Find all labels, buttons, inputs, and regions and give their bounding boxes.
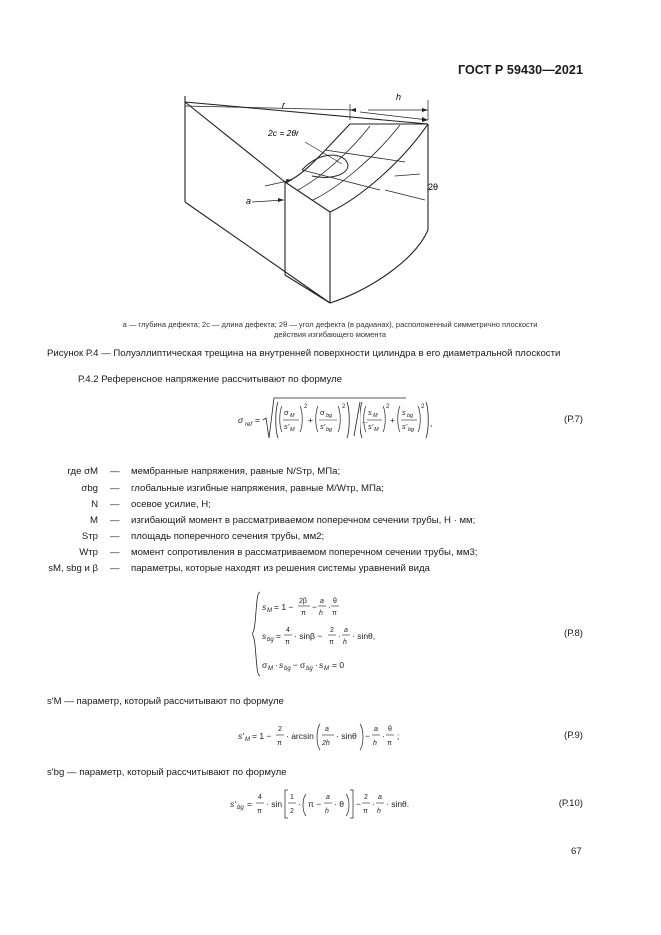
svg-text:·: · — [275, 660, 278, 670]
legend-symbol-w-tr: Wтр — [79, 547, 98, 558]
legend-symbol-m: M — [90, 515, 98, 526]
legend-dash: — — [110, 499, 120, 510]
svg-text:π −: π − — [308, 799, 322, 809]
svg-text:−: − — [365, 731, 370, 741]
svg-text:bg: bg — [284, 666, 291, 672]
document-standard-header: ГОСТ Р 59430—2021 — [457, 63, 583, 77]
equation-number-p8: (Р.8) — [564, 628, 583, 639]
svg-text:2: 2 — [290, 808, 294, 815]
figure-caption-line-2: действия изгибающего момента — [273, 330, 387, 339]
svg-text:· arcsin: · arcsin — [286, 731, 314, 741]
label-a: a — [246, 196, 252, 206]
page-number: 67 — [571, 846, 582, 857]
param-sm-prime-text: s'M — параметр, который рассчитывают по формуле — [47, 696, 284, 707]
svg-text:s': s' — [284, 422, 290, 431]
svg-text:bg: bg — [408, 427, 415, 433]
svg-text:h: h — [319, 610, 323, 617]
svg-text:s: s — [262, 631, 267, 641]
svg-text:M: M — [268, 666, 273, 672]
svg-text:s': s' — [402, 422, 408, 431]
svg-text:2: 2 — [364, 794, 368, 801]
svg-text:2h: 2h — [322, 740, 330, 747]
svg-text:·: · — [315, 660, 318, 670]
svg-text:σ: σ — [320, 408, 325, 417]
svg-text:s': s' — [238, 731, 244, 741]
equation-p10-tail — [362, 786, 422, 822]
svg-text:·: · — [298, 799, 301, 809]
svg-text:= 0: = 0 — [332, 660, 345, 670]
svg-text:+: + — [308, 415, 313, 425]
svg-text:a: a — [344, 627, 348, 634]
legend-dash: — — [110, 563, 120, 574]
svg-text:M: M — [324, 666, 329, 672]
svg-text:s': s' — [320, 422, 326, 431]
legend-dash: — — [110, 531, 120, 542]
legend-text-m: изгибающий момент в рассматриваемом поперечном сечении трубы, Н · мм; — [131, 515, 476, 526]
equation-system-p8 — [252, 590, 392, 678]
svg-text:a: a — [325, 726, 329, 733]
svg-text:2: 2 — [386, 404, 390, 410]
svg-text:h: h — [373, 740, 377, 747]
svg-text:π: π — [332, 610, 337, 617]
legend-text-s-tr: площадь поперечного сечения трубы, мм2; — [131, 531, 325, 542]
svg-text:M: M — [373, 413, 378, 419]
figure-title: Рисунок Р.4 — Полуэллиптическая трещина на внутренней поверхности цилиндра в его диаметральной плоскости — [47, 348, 561, 359]
svg-text:M: M — [290, 427, 295, 433]
svg-text:· sinβ −: · sinβ − — [294, 631, 323, 641]
legend-text-sigma-bg: глобальные изгибные напряжения, равные M/Wтр, МПа; — [131, 483, 384, 494]
svg-text:π: π — [277, 740, 282, 747]
equation-p7-denominator — [360, 398, 440, 442]
svg-text:s: s — [368, 408, 372, 417]
svg-text:M: M — [374, 427, 379, 433]
svg-text:1: 1 — [290, 794, 294, 801]
svg-text:· sinθ,: · sinθ, — [352, 631, 376, 641]
svg-text:bg: bg — [237, 805, 244, 811]
svg-text:bg: bg — [306, 666, 313, 672]
equation-number-p9: (Р.9) — [564, 730, 583, 741]
legend-symbol-params: sM, sbg и β — [48, 563, 98, 574]
svg-text:θ: θ — [388, 726, 392, 733]
svg-text:π: π — [285, 639, 290, 646]
svg-text:a: a — [326, 794, 330, 801]
svg-text:,: , — [430, 418, 433, 428]
crack-cylinder-figure — [180, 90, 450, 315]
svg-text:σ: σ — [284, 408, 289, 417]
svg-text:−: − — [356, 799, 361, 809]
section-p42: Р.4.2 Референсное напряжение рассчитывают по формуле — [78, 374, 343, 385]
legend-text-params: параметры, которые находят из решения системы уравнений вида — [131, 563, 430, 574]
svg-text:· sin: · sin — [266, 799, 283, 809]
svg-text:a: a — [320, 598, 324, 605]
svg-text:M: M — [290, 413, 295, 419]
svg-text:2: 2 — [330, 627, 334, 634]
legend-text-n: осевое усилие, Н; — [131, 499, 211, 510]
svg-text:=: = — [247, 799, 252, 809]
svg-text:...: ... — [362, 418, 368, 425]
label-2c: 2c = 2θr — [268, 128, 299, 138]
svg-text:·: · — [372, 799, 375, 809]
svg-text:−: − — [293, 660, 298, 670]
svg-text:π: π — [363, 808, 368, 815]
legend-dash: — — [110, 547, 120, 558]
legend-symbol-n: N — [91, 499, 98, 510]
legend-dash: — — [110, 515, 120, 526]
equation-number-p10: (Р.10) — [558, 798, 583, 809]
label-h: h — [396, 92, 402, 102]
legend-text-sigma-m: мембранные напряжения, равные N/Sтр, МПа; — [131, 466, 341, 477]
svg-text:ref: ref — [245, 422, 253, 428]
svg-text:·: · — [338, 631, 341, 641]
svg-text:= 1 −: = 1 − — [252, 731, 272, 741]
svg-text:σ: σ — [238, 415, 244, 425]
svg-text:s: s — [319, 660, 324, 670]
legend-symbol-sigma-m: где σM — [67, 466, 98, 477]
svg-text:M: M — [245, 737, 250, 743]
svg-text:h: h — [377, 808, 381, 815]
svg-text:2: 2 — [342, 404, 346, 410]
svg-text:h: h — [325, 808, 329, 815]
svg-text:bg: bg — [326, 427, 333, 433]
svg-text:a: a — [378, 794, 382, 801]
svg-text:bg: bg — [326, 413, 333, 419]
svg-text:bg: bg — [267, 637, 274, 643]
svg-text:· θ: · θ — [334, 799, 344, 809]
legend-dash: — — [110, 483, 120, 494]
legend-symbol-sigma-bg: σbg — [81, 483, 98, 494]
legend-text-w-tr: момент сопротивления в рассматриваемом поперечном сечении трубы, мм3; — [131, 547, 478, 558]
svg-text:=: = — [255, 415, 260, 425]
svg-text:s: s — [402, 408, 406, 417]
svg-text:a: a — [374, 726, 378, 733]
svg-text:2β: 2β — [299, 598, 307, 605]
legend-symbol-s-tr: Sтр — [81, 531, 98, 542]
svg-text:π: π — [329, 639, 334, 646]
svg-text:bg: bg — [407, 413, 414, 419]
legend-dash: — — [110, 466, 120, 477]
svg-text:· sinθ.: · sinθ. — [386, 799, 410, 809]
svg-text:σ: σ — [262, 660, 268, 670]
label-2theta: 2θ — [428, 182, 439, 192]
svg-text:4: 4 — [258, 794, 262, 801]
svg-text:s': s' — [368, 422, 374, 431]
svg-text:−: − — [312, 602, 317, 612]
svg-text:s: s — [279, 660, 284, 670]
svg-text:·: · — [382, 731, 385, 741]
equation-number-p7: (Р.7) — [564, 414, 583, 425]
svg-text:2: 2 — [278, 726, 282, 733]
svg-text:π: π — [387, 740, 392, 747]
equation-p9 — [238, 718, 408, 752]
param-sbg-prime-text: s'bg — параметр, который рассчитывают по формуле — [47, 767, 287, 778]
svg-text:= 1 −: = 1 − — [274, 602, 294, 612]
svg-text:·: · — [328, 602, 331, 612]
svg-text:· sinθ: · sinθ — [336, 731, 357, 741]
figure-caption — [60, 320, 600, 340]
svg-text:+: + — [390, 415, 395, 425]
svg-text:π: π — [257, 808, 262, 815]
svg-text:π: π — [301, 610, 306, 617]
svg-text:s': s' — [230, 799, 236, 809]
svg-text:h: h — [343, 639, 347, 646]
svg-text:σ: σ — [300, 660, 306, 670]
svg-text:M: M — [267, 608, 272, 614]
svg-text:4: 4 — [286, 627, 290, 634]
svg-text:=: = — [276, 631, 281, 641]
label-r: r — [282, 100, 285, 110]
svg-text:2: 2 — [421, 404, 425, 410]
svg-text:2: 2 — [304, 404, 308, 410]
svg-text:;: ; — [397, 731, 400, 741]
svg-text:θ: θ — [333, 598, 337, 605]
figure-caption-line-1: a — глубина дефекта; 2c — длина дефекта; 2θ — угол дефекта (в радианах), расположенный симметрично плоскости — [122, 320, 538, 329]
svg-text:s: s — [262, 602, 267, 612]
